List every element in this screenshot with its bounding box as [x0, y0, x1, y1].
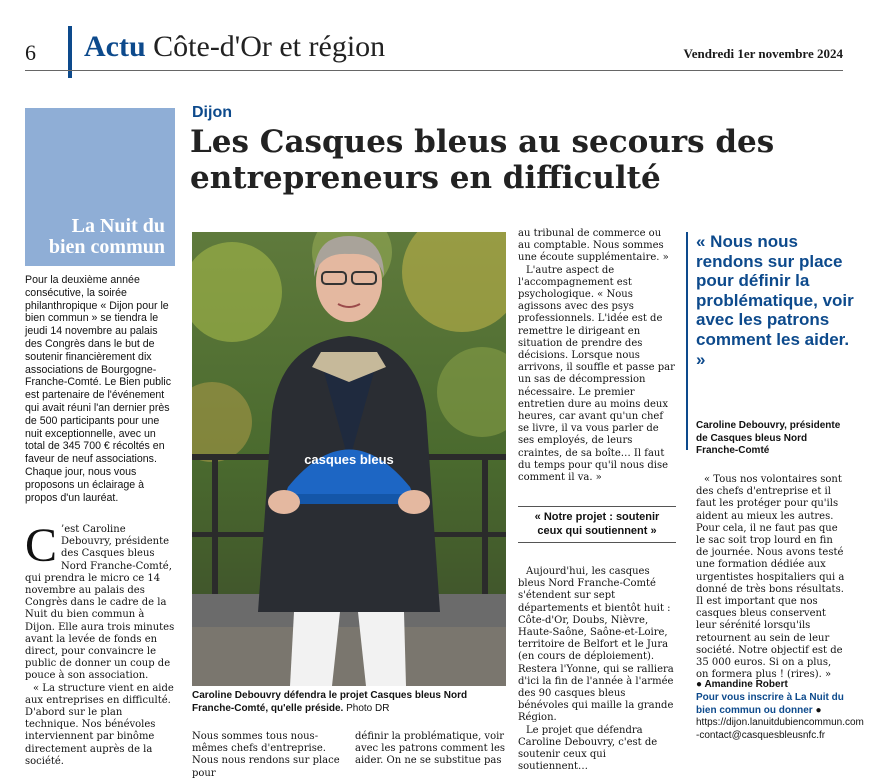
header-rule: [25, 70, 843, 71]
column-3: [518, 228, 676, 484]
pull-quote-mid: [518, 506, 676, 543]
column-3b: [518, 566, 676, 773]
col3-para-1: au tribunal de commerce ou au comptable. Nous sommes une écoute supplémentaire. »: [518, 228, 669, 264]
col1-para-1: ’est Caroline Debouvry, présidente des Casques bleus Nord Franche-Comté, qui prendra le micro ce 14 novembre au palais des Congrès dans le cadre de la Nuit du bien commun à Dijon. Elle aura trois minutes avant la levée de fonds en direct, pour convaincre le public de donner un coup de pouce à son association.: [25, 524, 175, 682]
col1-para-2: « La structure vient en aide aux entreprises en difficulté. D'abord sur le plan technique. Nos bénévoles interviennent par binôme directement auprès de la société.: [25, 682, 174, 767]
col3-para-4: Le projet que défendra Caroline Debouvry, c'est de soutenir ceux qui soutiennent…: [518, 724, 658, 773]
section-title: [84, 30, 385, 64]
column-4: [696, 474, 846, 681]
series-box: [25, 108, 175, 266]
section-region: Côte-d'Or et région: [153, 30, 386, 63]
page-number: 6: [25, 40, 36, 65]
info-links[interactable]: ● https://dijon.lanuitdubiencommun.com -contact@casquesbleusnfc.fr: [696, 704, 864, 741]
article-photo: [192, 232, 506, 686]
photo-caption: [192, 690, 506, 715]
col4-para-1: « Tous nos volontaires sont des chefs d'entreprise et il faut les protéger pour qu'ils aident au mieux les autres. Pour cela, il ne faut pas que le sac soit trop lourd en fin de journée. Nous avons testé une formation dédiée aux urgentistes hospitaliers qui a donné de très bons résultats. Il est important que nos casques bleus conservent leur sérénité lorsqu'ils retournent au sein de leur société. Notre objectif est de 35 000 euros. Si on a plus, on formera plus ! (rires). »: [696, 474, 845, 681]
quote-bar: [686, 232, 688, 450]
column-2a: Nous sommes tous nous-mêmes chefs d'entreprise. Nous nous rendons sur place pour: [192, 731, 340, 779]
issue-date: Vendredi 1er novembre 2024: [683, 46, 843, 61]
caption-text: Caroline Debouvry défendra le projet Casques bleus Nord Franche-Comté, qu'elle préside.: [192, 690, 468, 714]
pull-quote-text: « Notre projet : soutenir ceux qui soutiennent »: [534, 511, 660, 537]
series-title: La Nuit du bien commun: [48, 215, 165, 258]
info-heading: Pour vous inscrire à La Nuit du bien commun ou donner: [696, 692, 844, 716]
quote-attribution: Caroline Debouvry, présidente de Casques bleus Nord Franche-Comté: [696, 420, 841, 456]
column-1: [25, 519, 175, 768]
kicker: Dijon: [192, 104, 232, 121]
author-byline: ● Amandine Robert: [696, 679, 788, 690]
headline: Les Casques bleus au secours des entrepreneurs en difficulté: [190, 124, 775, 196]
col3-para-2: L'autre aspect de l'accompagnement est psychologique. « Nous agissons avec des psys professionnels. L'idée est de remettre le dirigeant en situation de prendre des décisions. Lorsque nous arrivons, il souffle et passe par un sas de décompression nécessaire. Le premier entretien dure au moins deux heures, car avant qu'un chef se livre, il va vous parler de ses employés, de leurs craintes, de sa boîte… Il faut du temps pour qu'il nous dise comment il va. »: [518, 264, 675, 484]
big-quote: « Nous nous rendons sur place pour définir la problématique, voir avec les patrons comment les aider. »: [696, 232, 854, 369]
caption-credit: Photo DR: [346, 702, 390, 714]
column-2b: définir la problématique, voir avec les patrons comment les aider. On ne se substitue pas: [355, 731, 506, 767]
quote-rule-bottom: [518, 542, 676, 543]
col3-para-3: Aujourd'hui, les casques bleus Nord Franche-Comté s'étendent sur sept départements et bientôt huit : Côte-d'Or, Doubs, Nièvre, Haute-Saône, Saône-et-Loire, territoire de Belfort et le Jura (en cours de déploiement). Restera l'Yonne, qui se ralliera d'ici la fin de l'année à l'armée des 90 casques bleus bénévoles qui maille la grande Région.: [518, 566, 674, 724]
section-bold: Actu: [84, 30, 146, 63]
photo-illustration: [192, 232, 506, 686]
info-box: [696, 692, 864, 742]
series-intro: Pour la deuxième année consécutive, la soirée philanthropique « Dijon pour le bien commun » se tiendra le jeudi 14 novembre au palais des Congrès dans le but de soutenir financièrement dix associations de Bourgogne-Franche-Comté. Le Bien public est partenaire de l'événement qui avait réuni l'an dernier près de 500 participants pour une nuit exceptionnelle, avec un total de 345 700 € récoltés en faveur de neuf associations. Chaque jour, nous vous proposons un éclairage à propos d'un lauréat.: [25, 274, 172, 504]
helmet-label: casques bleus: [304, 452, 394, 467]
dropcap: C: [25, 519, 58, 572]
